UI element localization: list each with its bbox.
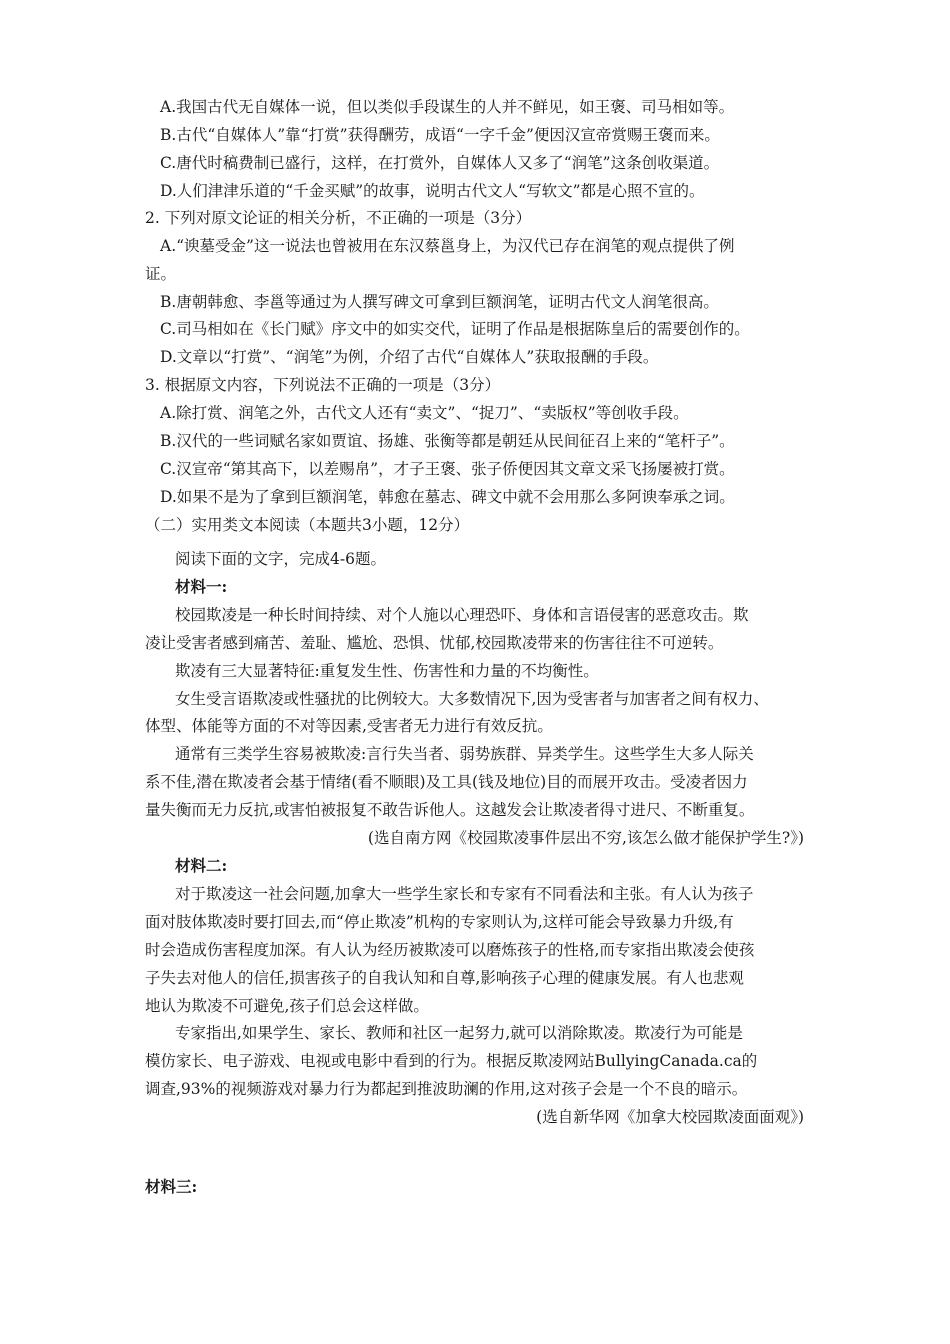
section-heading: （二）实用类文本阅读（本题共3小题，12分）: [145, 516, 470, 534]
material1-p1-line2: 凌让受害者感到痛苦、羞耻、尴尬、恐惧、忧郁,校园欺凌带来的伤害往往不可逆转。: [145, 634, 724, 652]
material2-p1-line3: 时会造成伤害程度加深。有人认为经历被欺凌可以磨炼孩子的性格,而专家指出欺凌会使孩: [145, 941, 755, 959]
q2-option-d: D.文章以“打赏”、“润笔”为例，介绍了古代“自媒体人”获取报酬的手段。: [160, 348, 659, 366]
q1-option-d: D.人们津津乐道的“千金买赋”的故事，说明古代文人“写软文”都是心照不宣的。: [160, 182, 705, 200]
material1-p3-line2: 体型、体能等方面的不对等因素,受害者无力进行有效反抗。: [145, 717, 553, 735]
q3-option-a: A.除打赏、润笔之外，古代文人还有“卖文”、“捉刀”、“卖版权”等创收手段。: [160, 404, 689, 422]
q1-option-c: C.唐代时稿费制已盛行，这样，在打赏外，自媒体人又多了“润笔”这条创收渠道。: [160, 154, 720, 172]
q3-stem: 3. 根据原文内容，下列说法不正确的一项是（3分）: [145, 376, 501, 394]
material1-p1-line1: 校园欺凌是一种长时间持续、对个人施以心理恐吓、身体和言语侵害的恶意攻击。欺: [175, 606, 749, 624]
q2-option-b: B.唐朝韩愈、李邕等通过为人撰写碑文可拿到巨额润笔，证明古代文人润笔很高。: [160, 293, 719, 311]
q2-option-a: A.“谀墓受金”这一说法也曾被用在东汉蔡邕身上，为汉代已存在润笔的观点提供了例: [160, 237, 735, 255]
q3-option-c: C.汉宣帝“第其高下，以差赐帛”，才子王褒、张子侨便因其文章文采飞扬屡被打赏。: [160, 460, 735, 478]
material2-p1-line2: 面对肢体欺凌时要打回去,而“停止欺凌”机构的专家则认为,这样可能会导致暴力升级,有: [145, 913, 734, 931]
q3-option-b: B.汉代的一些词赋名家如贾谊、扬雄、张衡等都是朝廷从民间征召上来的“笔杆子”。: [160, 432, 735, 450]
material1-p4-line2: 系不佳,潜在欺凌者会基于情绪(看不顺眼)及工具(钱及地位)目的而展开攻击。受凌者因力: [145, 773, 748, 791]
material1-p3-line1: 女生受言语欺凌或性骚扰的比例较大。大多数情况下,因为受害者与加害者之间有权力、: [175, 690, 769, 708]
material2-p1-line1: 对于欺凌这一社会问题,加拿大一些学生家长和专家有不同看法和主张。有人认为孩子: [175, 885, 754, 903]
q2-stem: 2. 下列对原文论证的相关分析，不正确的一项是（3分）: [145, 209, 532, 227]
material3-title: 材料三:: [145, 1177, 198, 1196]
material1-p2: 欺凌有三大显著特征:重复发生性、伤害性和力量的不均衡性。: [175, 662, 599, 680]
q3-option-d: D.如果不是为了拿到巨额润笔，韩愈在墓志、碑文中就不会用那么多阿谀奉承之词。: [160, 488, 735, 506]
material1-p4-line1: 通常有三类学生容易被欺凌:言行失当者、弱势族群、异类学生。这些学生大多人际关: [175, 745, 754, 763]
material2-p2-line2: 模仿家长、电子游戏、电视或电影中看到的行为。根据反欺凌网站BullyingCanada.ca的: [145, 1052, 758, 1070]
material1-title: 材料一:: [175, 577, 228, 596]
q2-option-c: C.司马相如在《长门赋》序文中的如实交代，证明了作品是根据陈皇后的需要创作的。: [160, 320, 750, 338]
material2-p1-line4: 子失去对他人的信任,损害孩子的自我认知和自尊,影响孩子心理的健康发展。有人也悲观: [145, 969, 744, 987]
material2-p1-line5: 地认为欺凌不可避免,孩子们总会这样做。: [145, 997, 429, 1015]
material2-p2-line3: 调查,93%的视频游戏对暴力行为都起到推波助澜的作用,这对孩子会是一个不良的暗示。: [145, 1080, 748, 1098]
material1-source: (选自南方网《校园欺凌事件层出不穷,该怎么做才能保护学生?》): [367, 829, 804, 847]
q1-option-a: A.我国古代无自媒体一说，但以类似手段谋生的人并不鲜见，如王褒、司马相如等。: [160, 98, 735, 116]
q2-option-a-cont: 证。: [145, 265, 177, 283]
q1-option-b: B.古代“自媒体人”靠“打赏”获得酬劳，成语“一字千金”便因汉宣帝赏赐王褒而来。: [160, 126, 720, 144]
material2-p2-line1: 专家指出,如果学生、家长、教师和社区一起努力,就可以消除欺凌。欺凌行为可能是: [175, 1024, 743, 1042]
material1-p4-line3: 量失衡而无力反抗,或害怕被报复不敢告诉他人。这越发会让欺凌者得寸进尺、不断重复。: [145, 801, 755, 819]
material2-source: (选自新华网《加拿大校园欺凌面面观》): [536, 1108, 804, 1126]
material2-title: 材料二:: [175, 856, 228, 875]
section-instruction: 阅读下面的文字，完成4-6题。: [175, 550, 386, 568]
